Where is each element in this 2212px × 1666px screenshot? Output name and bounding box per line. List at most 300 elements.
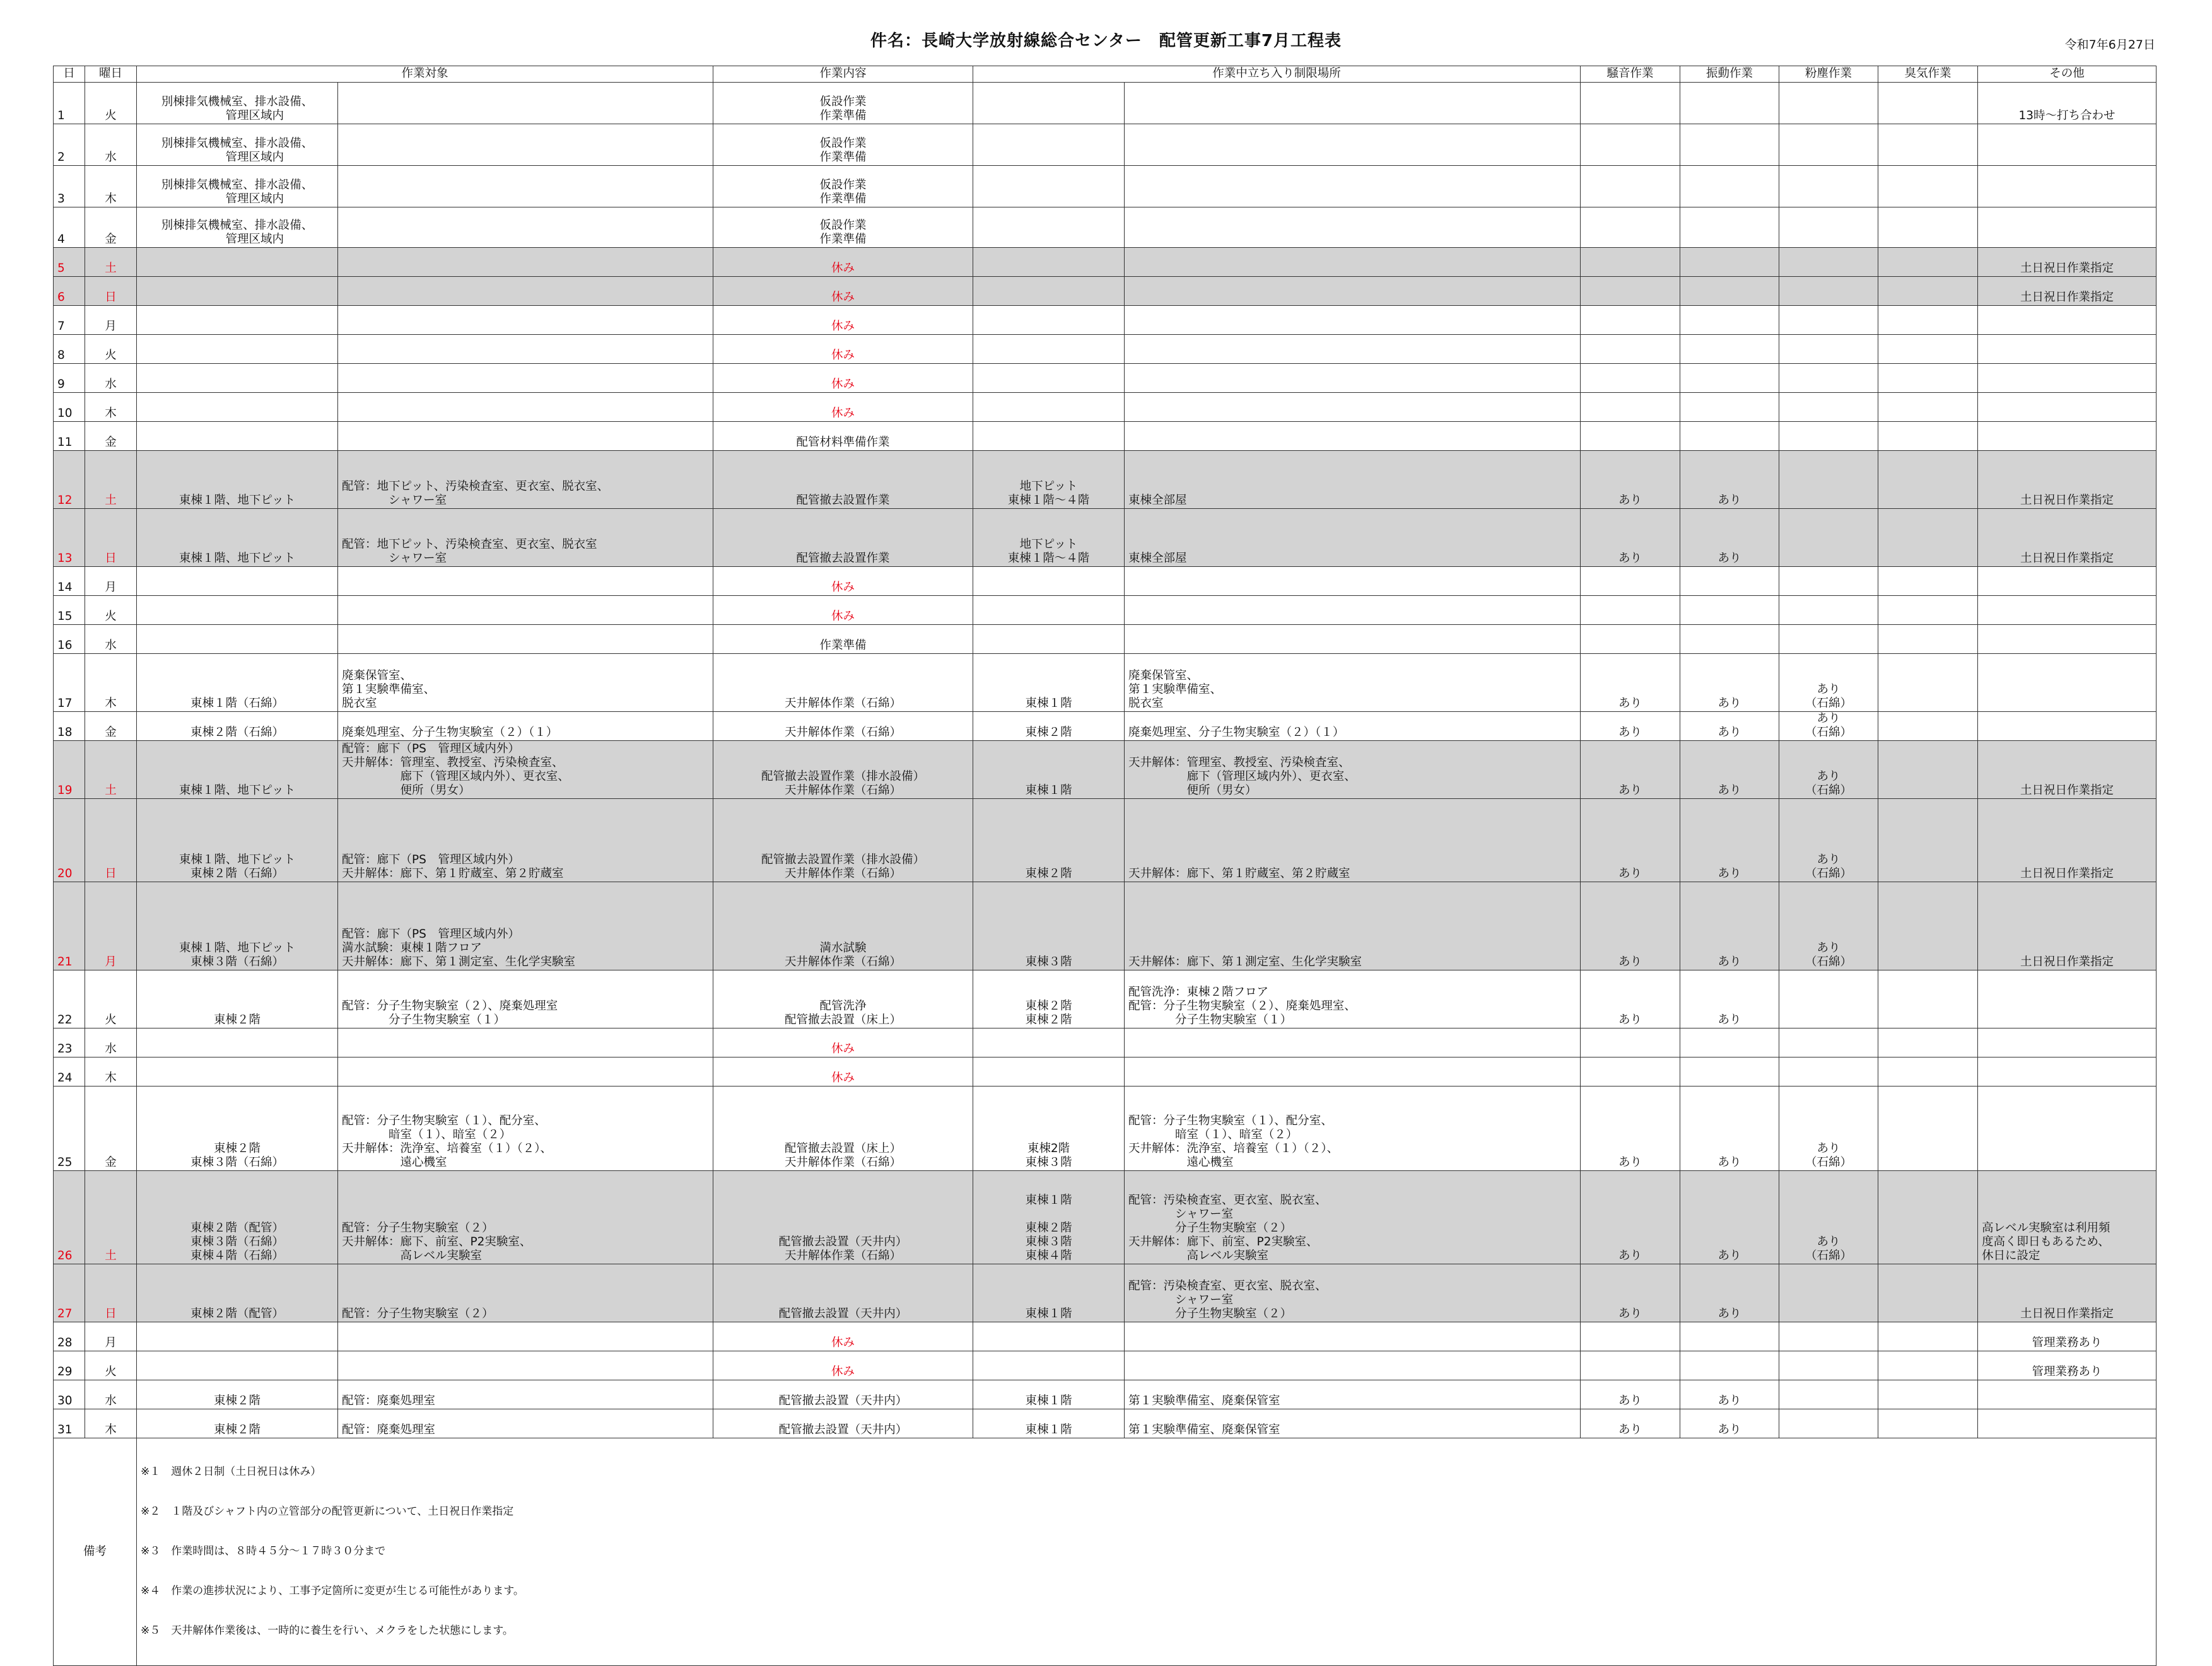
header-weekday: 曜日 xyxy=(85,66,137,83)
target-area-cell: 別棟排気機械室、排水設備、 管理区域内 xyxy=(137,124,338,166)
target-area-cell: 東棟１階（石綿） xyxy=(137,654,338,712)
schedule-row xyxy=(54,1264,2156,1322)
target-detail-cell: 廃棄保管室、 第１実験準備室、 脱衣室 xyxy=(338,654,713,712)
weekday-cell: 木 xyxy=(85,166,137,207)
target-area-cell: 東棟２階（配管） 東棟３階（石綿） 東棟４階（石綿） xyxy=(137,1171,338,1264)
vibration-cell: あり xyxy=(1680,712,1779,741)
header-noise: 騒音作業 xyxy=(1581,66,1680,83)
schedule-row xyxy=(54,207,2156,248)
odor-cell xyxy=(1878,422,1978,451)
target-detail-cell xyxy=(338,277,713,306)
schedule-row xyxy=(54,567,2156,596)
restricted-rooms-cell xyxy=(1125,364,1581,393)
other-cell xyxy=(1978,335,2156,364)
day-cell: 6 xyxy=(54,277,85,306)
other-cell xyxy=(1978,393,2156,422)
restricted-floor-cell: 東棟１階 xyxy=(973,1409,1125,1438)
odor-cell xyxy=(1878,1028,1978,1057)
weekday-cell: 土 xyxy=(85,451,137,509)
vibration-cell xyxy=(1680,422,1779,451)
weekday-cell: 木 xyxy=(85,393,137,422)
target-area-cell xyxy=(137,335,338,364)
odor-cell xyxy=(1878,1322,1978,1351)
weekday-cell: 日 xyxy=(85,277,137,306)
other-cell xyxy=(1978,364,2156,393)
schedule-row xyxy=(54,277,2156,306)
noise-cell xyxy=(1581,1322,1680,1351)
noise-cell: あり xyxy=(1581,1086,1680,1171)
restricted-floor-cell xyxy=(973,335,1125,364)
vibration-cell: あり xyxy=(1680,882,1779,970)
target-detail-cell xyxy=(338,1028,713,1057)
header-target: 作業対象 xyxy=(137,66,713,83)
other-cell xyxy=(1978,970,2156,1028)
restricted-rooms-cell: 廃棄処理室、分子生物実験室（２）（１） xyxy=(1125,712,1581,741)
dust-cell xyxy=(1779,1057,1878,1086)
schedule-table xyxy=(53,66,2156,1666)
other-cell xyxy=(1978,306,2156,335)
weekday-cell: 火 xyxy=(85,596,137,625)
dust-cell: あり （石綿） xyxy=(1779,741,1878,799)
day-cell: 25 xyxy=(54,1086,85,1171)
weekday-cell: 土 xyxy=(85,741,137,799)
restricted-rooms-cell xyxy=(1125,1322,1581,1351)
document-title: 件名：長崎大学放射線総合センター 配管更新工事7月工程表 xyxy=(870,32,1342,50)
noise-cell xyxy=(1581,596,1680,625)
work-content-cell: 休み xyxy=(713,1057,973,1086)
remark-note: ※１ 週休２日制（土日祝日は休み） xyxy=(141,1465,322,1478)
noise-cell: あり xyxy=(1581,1264,1680,1322)
noise-cell: あり xyxy=(1581,654,1680,712)
schedule-row xyxy=(54,364,2156,393)
vibration-cell xyxy=(1680,1057,1779,1086)
target-detail-cell xyxy=(338,1351,713,1380)
noise-cell xyxy=(1581,248,1680,277)
odor-cell xyxy=(1878,596,1978,625)
schedule-row xyxy=(54,882,2156,970)
odor-cell xyxy=(1878,124,1978,166)
odor-cell xyxy=(1878,166,1978,207)
odor-cell xyxy=(1878,207,1978,248)
target-area-cell: 東棟１階、地下ピット 東棟３階（石綿） xyxy=(137,882,338,970)
work-content-cell: 配管撤去設置（天井内） xyxy=(713,1409,973,1438)
dust-cell xyxy=(1779,1264,1878,1322)
remark-note: ※４ 作業の進捗状況により、工事予定箇所に変更が生じる可能性があります。 xyxy=(141,1585,524,1597)
restricted-rooms-cell: 天井解体：廊下、第１測定室、生化学実験室 xyxy=(1125,882,1581,970)
target-detail-cell xyxy=(338,364,713,393)
odor-cell xyxy=(1878,1409,1978,1438)
odor-cell xyxy=(1878,1351,1978,1380)
restricted-floor-cell xyxy=(973,1057,1125,1086)
restricted-rooms-cell: 第１実験準備室、廃棄保管室 xyxy=(1125,1409,1581,1438)
odor-cell xyxy=(1878,509,1978,567)
restricted-floor-cell: 東棟１階 東棟２階 東棟３階 東棟４階 xyxy=(973,1171,1125,1264)
day-cell: 31 xyxy=(54,1409,85,1438)
weekday-cell: 水 xyxy=(85,1028,137,1057)
target-detail-cell: 配管：分子生物実験室（２） 天井解体：廊下、前室、P2実験室、 高レベル実験室 xyxy=(338,1171,713,1264)
restricted-rooms-cell xyxy=(1125,207,1581,248)
target-detail-cell: 配管：分子生物実験室（１）、配分室、 暗室（１）、暗室（２） 天井解体：洗浄室、培養室（１）（２）、 遠心機室 xyxy=(338,1086,713,1171)
noise-cell: あり xyxy=(1581,741,1680,799)
day-cell: 15 xyxy=(54,596,85,625)
noise-cell: あり xyxy=(1581,509,1680,567)
day-cell: 7 xyxy=(54,306,85,335)
vibration-cell: あり xyxy=(1680,1409,1779,1438)
weekday-cell: 月 xyxy=(85,306,137,335)
restricted-rooms-cell: 天井解体：廊下、第１貯蔵室、第２貯蔵室 xyxy=(1125,799,1581,882)
schedule-row xyxy=(54,1057,2156,1086)
target-area-cell xyxy=(137,625,338,654)
dust-cell xyxy=(1779,393,1878,422)
work-content-cell: 配管撤去設置（床上） 天井解体作業（石綿） xyxy=(713,1086,973,1171)
day-cell: 20 xyxy=(54,799,85,882)
target-detail-cell: 配管：廊下（PS 管理区域内外） 満水試験：東棟１階フロア 天井解体：廊下、第１測定室、生化学実験室 xyxy=(338,882,713,970)
work-content-cell: 配管撤去設置作業 xyxy=(713,451,973,509)
restricted-rooms-cell: 東棟全部屋 xyxy=(1125,509,1581,567)
other-cell xyxy=(1978,1380,2156,1409)
target-area-cell: 東棟１階、地下ピット xyxy=(137,451,338,509)
schedule-row xyxy=(54,625,2156,654)
weekday-cell: 火 xyxy=(85,335,137,364)
target-area-cell xyxy=(137,364,338,393)
weekday-cell: 月 xyxy=(85,567,137,596)
schedule-row xyxy=(54,1380,2156,1409)
noise-cell xyxy=(1581,166,1680,207)
noise-cell xyxy=(1581,124,1680,166)
vibration-cell: あり xyxy=(1680,799,1779,882)
weekday-cell: 金 xyxy=(85,207,137,248)
target-detail-cell: 配管：廊下（PS 管理区域内外） 天井解体：廊下、第１貯蔵室、第２貯蔵室 xyxy=(338,799,713,882)
weekday-cell: 日 xyxy=(85,509,137,567)
target-detail-cell: 配管：廃棄処理室 xyxy=(338,1380,713,1409)
vibration-cell xyxy=(1680,124,1779,166)
other-cell xyxy=(1978,1409,2156,1438)
target-detail-cell xyxy=(338,596,713,625)
noise-cell: あり xyxy=(1581,451,1680,509)
target-detail-cell: 配管：地下ピット、汚染検査室、更衣室、脱衣室 シャワー室 xyxy=(338,509,713,567)
day-cell: 18 xyxy=(54,712,85,741)
header-dust: 粉塵作業 xyxy=(1779,66,1878,83)
noise-cell xyxy=(1581,625,1680,654)
dust-cell: あり （石綿） xyxy=(1779,654,1878,712)
other-cell: 土日祝日作業指定 xyxy=(1978,248,2156,277)
remarks-label: 備考 xyxy=(54,1438,137,1666)
restricted-rooms-cell xyxy=(1125,335,1581,364)
dust-cell xyxy=(1779,248,1878,277)
work-content-cell: 配管撤去設置（天井内） xyxy=(713,1380,973,1409)
weekday-cell: 水 xyxy=(85,625,137,654)
day-cell: 22 xyxy=(54,970,85,1028)
work-content-cell: 休み xyxy=(713,364,973,393)
weekday-cell: 木 xyxy=(85,1409,137,1438)
dust-cell xyxy=(1779,451,1878,509)
work-content-cell: 休み xyxy=(713,567,973,596)
odor-cell xyxy=(1878,799,1978,882)
odor-cell xyxy=(1878,1057,1978,1086)
day-cell: 19 xyxy=(54,741,85,799)
target-area-cell xyxy=(137,306,338,335)
day-cell: 5 xyxy=(54,248,85,277)
schedule-row xyxy=(54,970,2156,1028)
weekday-cell: 水 xyxy=(85,364,137,393)
restricted-floor-cell xyxy=(973,393,1125,422)
other-cell xyxy=(1978,625,2156,654)
restricted-rooms-cell xyxy=(1125,567,1581,596)
header-restricted: 作業中立ち入り制限場所 xyxy=(973,66,1581,83)
schedule-row xyxy=(54,422,2156,451)
target-area-cell: 東棟２階（石綿） xyxy=(137,712,338,741)
restricted-floor-cell: 東棟１階 xyxy=(973,654,1125,712)
restricted-rooms-cell: 第１実験準備室、廃棄保管室 xyxy=(1125,1380,1581,1409)
day-cell: 9 xyxy=(54,364,85,393)
work-content-cell: 配管撤去設置作業（排水設備） 天井解体作業（石綿） xyxy=(713,741,973,799)
work-content-cell: 休み xyxy=(713,596,973,625)
restricted-floor-cell xyxy=(973,166,1125,207)
dust-cell xyxy=(1779,1409,1878,1438)
dust-cell xyxy=(1779,509,1878,567)
schedule-row xyxy=(54,1028,2156,1057)
dust-cell xyxy=(1779,207,1878,248)
odor-cell xyxy=(1878,654,1978,712)
day-cell: 8 xyxy=(54,335,85,364)
target-detail-cell: 配管：地下ピット、汚染検査室、更衣室、脱衣室、 シャワー室 xyxy=(338,451,713,509)
vibration-cell xyxy=(1680,1351,1779,1380)
weekday-cell: 土 xyxy=(85,248,137,277)
restricted-rooms-cell xyxy=(1125,124,1581,166)
target-area-cell xyxy=(137,1028,338,1057)
restricted-rooms-cell xyxy=(1125,393,1581,422)
restricted-floor-cell xyxy=(973,1351,1125,1380)
restricted-floor-cell xyxy=(973,422,1125,451)
weekday-cell: 月 xyxy=(85,882,137,970)
day-cell: 16 xyxy=(54,625,85,654)
target-detail-cell xyxy=(338,393,713,422)
weekday-cell: 木 xyxy=(85,1057,137,1086)
odor-cell xyxy=(1878,1264,1978,1322)
work-content-cell: 作業準備 xyxy=(713,625,973,654)
schedule-row xyxy=(54,741,2156,799)
noise-cell xyxy=(1581,306,1680,335)
weekday-cell: 水 xyxy=(85,124,137,166)
target-area-cell xyxy=(137,1057,338,1086)
weekday-cell: 金 xyxy=(85,712,137,741)
schedule-row xyxy=(54,654,2156,712)
other-cell xyxy=(1978,1086,2156,1171)
work-content-cell: 休み xyxy=(713,277,973,306)
restricted-floor-cell: 東棟１階 xyxy=(973,1264,1125,1322)
header-content: 作業内容 xyxy=(713,66,973,83)
restricted-rooms-cell xyxy=(1125,166,1581,207)
target-detail-cell xyxy=(338,124,713,166)
odor-cell xyxy=(1878,335,1978,364)
schedule-row xyxy=(54,596,2156,625)
work-content-cell: 休み xyxy=(713,1028,973,1057)
day-cell: 3 xyxy=(54,166,85,207)
odor-cell xyxy=(1878,393,1978,422)
header-odor: 臭気作業 xyxy=(1878,66,1978,83)
target-area-cell: 東棟２階 xyxy=(137,970,338,1028)
dust-cell xyxy=(1779,364,1878,393)
weekday-cell: 金 xyxy=(85,422,137,451)
schedule-row xyxy=(54,451,2156,509)
restricted-floor-cell xyxy=(973,364,1125,393)
weekday-cell: 日 xyxy=(85,799,137,882)
weekday-cell: 火 xyxy=(85,83,137,124)
target-detail-cell xyxy=(338,422,713,451)
work-content-cell: 配管撤去設置（天井内） 天井解体作業（石綿） xyxy=(713,1171,973,1264)
target-area-cell xyxy=(137,596,338,625)
target-detail-cell: 配管：分子生物実験室（２）、廃棄処理室 分子生物実験室（１） xyxy=(338,970,713,1028)
restricted-floor-cell: 地下ピット 東棟１階～４階 xyxy=(973,451,1125,509)
vibration-cell: あり xyxy=(1680,741,1779,799)
restricted-floor-cell: 東棟2階 東棟３階 xyxy=(973,1086,1125,1171)
other-cell xyxy=(1978,596,2156,625)
work-content-cell: 休み xyxy=(713,335,973,364)
work-content-cell: 仮設作業 作業準備 xyxy=(713,83,973,124)
work-content-cell: 配管撤去設置作業 xyxy=(713,509,973,567)
restricted-floor-cell: 東棟１階 xyxy=(973,741,1125,799)
day-cell: 11 xyxy=(54,422,85,451)
odor-cell xyxy=(1878,1380,1978,1409)
restricted-rooms-cell xyxy=(1125,1351,1581,1380)
target-area-cell: 東棟１階、地下ピット 東棟２階（石綿） xyxy=(137,799,338,882)
vibration-cell: あり xyxy=(1680,1380,1779,1409)
schedule-row xyxy=(54,509,2156,567)
dust-cell: あり （石綿） xyxy=(1779,1086,1878,1171)
target-detail-cell xyxy=(338,166,713,207)
work-content-cell: 休み xyxy=(713,393,973,422)
weekday-cell: 月 xyxy=(85,1322,137,1351)
dust-cell xyxy=(1779,83,1878,124)
dust-cell: あり （石綿） xyxy=(1779,1171,1878,1264)
vibration-cell xyxy=(1680,625,1779,654)
work-content-cell: 配管洗浄 配管撤去設置（床上） xyxy=(713,970,973,1028)
vibration-cell xyxy=(1680,1322,1779,1351)
noise-cell xyxy=(1581,393,1680,422)
restricted-floor-cell xyxy=(973,306,1125,335)
dust-cell xyxy=(1779,335,1878,364)
weekday-cell: 土 xyxy=(85,1171,137,1264)
noise-cell xyxy=(1581,83,1680,124)
other-cell: 13時～打ち合わせ xyxy=(1978,83,2156,124)
restricted-rooms-cell: 配管：汚染検査室、更衣室、脱衣室、 シャワー室 分子生物実験室（２） 天井解体：廊下、前室、P2実験室、 高レベル実験室 xyxy=(1125,1171,1581,1264)
vibration-cell xyxy=(1680,83,1779,124)
target-area-cell: 別棟排気機械室、排水設備、 管理区域内 xyxy=(137,207,338,248)
target-area-cell: 東棟２階（配管） xyxy=(137,1264,338,1322)
day-cell: 30 xyxy=(54,1380,85,1409)
restricted-rooms-cell: 廃棄保管室、 第１実験準備室、 脱衣室 xyxy=(1125,654,1581,712)
other-cell: 管理業務あり xyxy=(1978,1351,2156,1380)
schedule-row xyxy=(54,799,2156,882)
restricted-rooms-cell: 配管洗浄：東棟２階フロア 配管：分子生物実験室（２）、廃棄処理室、 分子生物実験室（１） xyxy=(1125,970,1581,1028)
vibration-cell xyxy=(1680,277,1779,306)
weekday-cell: 火 xyxy=(85,970,137,1028)
target-area-cell xyxy=(137,422,338,451)
other-cell: 土日祝日作業指定 xyxy=(1978,277,2156,306)
work-content-cell: 配管撤去設置（天井内） xyxy=(713,1264,973,1322)
odor-cell xyxy=(1878,248,1978,277)
weekday-cell: 日 xyxy=(85,1264,137,1322)
other-cell: 土日祝日作業指定 xyxy=(1978,799,2156,882)
schedule-row xyxy=(54,1171,2156,1264)
day-cell: 12 xyxy=(54,451,85,509)
restricted-rooms-cell xyxy=(1125,248,1581,277)
remark-note: ※５ 天井解体作業後は、一時的に養生を行い、メクラをした状態にします。 xyxy=(141,1624,513,1637)
noise-cell: あり xyxy=(1581,1380,1680,1409)
dust-cell xyxy=(1779,970,1878,1028)
dust-cell: あり （石綿） xyxy=(1779,882,1878,970)
restricted-rooms-cell xyxy=(1125,1057,1581,1086)
vibration-cell: あり xyxy=(1680,970,1779,1028)
schedule-row xyxy=(54,712,2156,741)
restricted-floor-cell xyxy=(973,83,1125,124)
other-cell: 高レベル実験室は利用頻 度高く即日もあるため、 休日に設定 xyxy=(1978,1171,2156,1264)
vibration-cell xyxy=(1680,596,1779,625)
day-cell: 10 xyxy=(54,393,85,422)
target-detail-cell xyxy=(338,248,713,277)
restricted-rooms-cell: 東棟全部屋 xyxy=(1125,451,1581,509)
restricted-floor-cell xyxy=(973,596,1125,625)
odor-cell xyxy=(1878,277,1978,306)
weekday-cell: 火 xyxy=(85,1351,137,1380)
schedule-row xyxy=(54,306,2156,335)
work-content-cell: 天井解体作業（石綿） xyxy=(713,712,973,741)
work-content-cell: 配管撤去設置作業（排水設備） 天井解体作業（石綿） xyxy=(713,799,973,882)
odor-cell xyxy=(1878,451,1978,509)
dust-cell: あり （石綿） xyxy=(1779,799,1878,882)
odor-cell xyxy=(1878,741,1978,799)
vibration-cell xyxy=(1680,567,1779,596)
weekday-cell: 木 xyxy=(85,654,137,712)
target-detail-cell: 配管：廃棄処理室 xyxy=(338,1409,713,1438)
restricted-floor-cell xyxy=(973,207,1125,248)
noise-cell: あり xyxy=(1581,882,1680,970)
day-cell: 21 xyxy=(54,882,85,970)
target-area-cell: 別棟排気機械室、排水設備、 管理区域内 xyxy=(137,166,338,207)
restricted-floor-cell xyxy=(973,1028,1125,1057)
other-cell xyxy=(1978,1057,2156,1086)
restricted-rooms-cell xyxy=(1125,422,1581,451)
vibration-cell: あり xyxy=(1680,654,1779,712)
noise-cell: あり xyxy=(1581,712,1680,741)
target-detail-cell: 配管：分子生物実験室（２） xyxy=(338,1264,713,1322)
noise-cell: あり xyxy=(1581,799,1680,882)
restricted-rooms-cell xyxy=(1125,625,1581,654)
day-cell: 17 xyxy=(54,654,85,712)
odor-cell xyxy=(1878,1171,1978,1264)
noise-cell xyxy=(1581,207,1680,248)
vibration-cell xyxy=(1680,1028,1779,1057)
other-cell xyxy=(1978,422,2156,451)
header-row xyxy=(54,66,2156,83)
restricted-rooms-cell: 配管：分子生物実験室（１）、配分室、 暗室（１）、暗室（２） 天井解体：洗浄室、培養室（１）（２）、 遠心機室 xyxy=(1125,1086,1581,1171)
restricted-floor-cell: 東棟２階 xyxy=(973,712,1125,741)
other-cell: 土日祝日作業指定 xyxy=(1978,1264,2156,1322)
other-cell: 土日祝日作業指定 xyxy=(1978,882,2156,970)
day-cell: 4 xyxy=(54,207,85,248)
target-detail-cell xyxy=(338,567,713,596)
noise-cell xyxy=(1581,277,1680,306)
day-cell: 14 xyxy=(54,567,85,596)
target-detail-cell: 配管：廊下（PS 管理区域内外） 天井解体：管理室、教授室、汚染検査室、 廊下（管理区域内外）、更衣室、 便所（男女） xyxy=(338,741,713,799)
schedule-row xyxy=(54,166,2156,207)
restricted-floor-cell xyxy=(973,567,1125,596)
work-content-cell: 休み xyxy=(713,248,973,277)
day-cell: 13 xyxy=(54,509,85,567)
restricted-floor-cell: 東棟２階 xyxy=(973,799,1125,882)
target-area-cell xyxy=(137,567,338,596)
day-cell: 23 xyxy=(54,1028,85,1057)
